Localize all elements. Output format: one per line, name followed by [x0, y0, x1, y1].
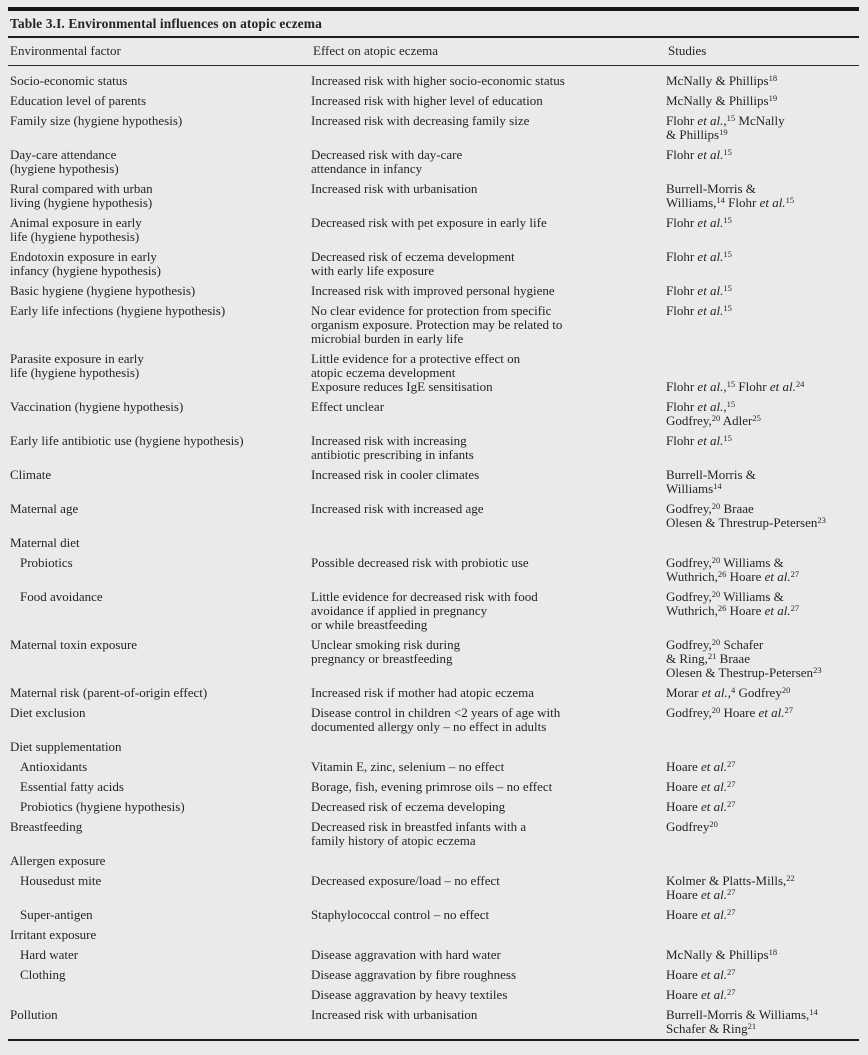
cell-line: Flohr et al.$^{15}$: [666, 282, 732, 298]
cell-line: Increased risk in cooler climates: [311, 467, 480, 482]
factor-cell: [8, 638, 311, 680]
studies-cell: [666, 820, 859, 848]
cell-line: Morar et al.,$^4$ Godfrey$^{20}$: [666, 684, 791, 700]
factor-cell: [8, 556, 311, 584]
table-row: [8, 706, 859, 734]
cell-line: Socio-economic status: [10, 73, 128, 88]
factor-cell: [8, 380, 311, 394]
cell-line: Godfrey,$^{20}$ Schafer: [666, 636, 764, 652]
studies-cell: [666, 114, 859, 142]
studies-cell: [666, 352, 859, 380]
section-row: [8, 928, 859, 942]
factor-cell: [8, 800, 311, 814]
effect-cell: [311, 820, 666, 848]
table-header-row: [8, 38, 859, 65]
effect-cell: [311, 148, 666, 176]
studies-cell: [666, 536, 859, 550]
cell-line: Vitamin E, zinc, selenium – no effect: [311, 759, 505, 774]
effect-cell: [311, 114, 666, 142]
factor-cell: [8, 250, 311, 278]
effect-cell: [311, 638, 666, 680]
studies-cell: [666, 800, 859, 814]
table-row: [8, 988, 859, 1002]
column-header-studies: Studies: [668, 43, 707, 58]
studies-cell: [666, 638, 859, 680]
table-row: [8, 800, 859, 814]
effect-cell: [311, 400, 666, 428]
studies-cell: [666, 380, 859, 394]
cell-line: Parasite exposure in early: [10, 351, 144, 366]
factor-cell: [8, 988, 311, 1002]
cell-line: Hard water: [20, 947, 79, 962]
table-row: [8, 74, 859, 88]
bottom-rule: [8, 1039, 859, 1041]
effect-cell: [311, 284, 666, 298]
cell-line: Increased risk with higher level of education: [311, 93, 543, 108]
table-row: [8, 820, 859, 848]
cell-line: Disease control in children <2 years of age with: [311, 705, 561, 720]
cell-line: Hoare et al.$^{27}$: [666, 906, 736, 922]
factor-cell: [8, 400, 311, 428]
cell-line: Wuthrich,$^{26}$ Hoare et al.$^{27}$: [666, 602, 800, 618]
cell-line: Flohr et al.,$^{15}$ McNally: [666, 112, 785, 128]
cell-line: with early life exposure: [311, 263, 435, 278]
studies-cell: [666, 908, 859, 922]
factor-cell: [8, 706, 311, 734]
studies-cell: [666, 468, 859, 496]
cell-line: Staphylococcal control – no effect: [311, 907, 490, 922]
cell-line: McNally & Phillips$^{18}$: [666, 946, 778, 962]
cell-line: Increased risk with increased age: [311, 501, 484, 516]
cell-line: or while breastfeeding: [311, 617, 428, 632]
studies-cell: [666, 988, 859, 1002]
studies-cell: [666, 148, 859, 176]
table-row: [8, 1008, 859, 1036]
cell-line: Increased risk with decreasing family size: [311, 113, 530, 128]
studies-cell: [666, 284, 859, 298]
studies-cell: [666, 182, 859, 210]
cell-line: Early life antibiotic use (hygiene hypothesis): [10, 433, 244, 448]
cell-line: Little evidence for decreased risk with food: [311, 589, 538, 604]
factor-cell: [8, 434, 311, 462]
table-row: [8, 380, 859, 394]
effect-cell: [311, 874, 666, 902]
cell-line: Godfrey,$^{20}$ Hoare et al.$^{27}$: [666, 704, 793, 720]
factor-cell: [8, 854, 311, 868]
effect-cell: [311, 380, 666, 394]
cell-line: Decreased risk with pet exposure in early life: [311, 215, 547, 230]
cell-line: Disease aggravation with hard water: [311, 947, 501, 962]
section-row: [8, 854, 859, 868]
cell-line: Burrell-Morris &: [666, 181, 756, 196]
cell-line: Decreased exposure/load – no effect: [311, 873, 500, 888]
table-row: [8, 556, 859, 584]
cell-line: microbial burden in early life: [311, 331, 464, 346]
studies-cell: [666, 686, 859, 700]
effect-cell: [311, 250, 666, 278]
cell-line: Breastfeeding: [10, 819, 83, 834]
cell-line: atopic eczema development: [311, 365, 456, 380]
cell-line: Decreased risk of eczema developing: [311, 799, 506, 814]
studies-cell: [666, 502, 859, 530]
cell-line: Possible decreased risk with probiotic use: [311, 555, 529, 570]
table-row: [8, 250, 859, 278]
cell-line: Olesen & Threstrup-Petersen$^{23}$: [666, 514, 826, 530]
cell-line: Godfrey,$^{20}$ Braae: [666, 500, 754, 516]
cell-line: Endotoxin exposure in early: [10, 249, 157, 264]
table-row: [8, 304, 859, 346]
cell-line: Effect unclear: [311, 399, 385, 414]
studies-cell: [666, 928, 859, 942]
cell-line: Flohr et al.$^{15}$: [666, 248, 732, 264]
cell-line: Pollution: [10, 1007, 58, 1022]
cell-line: Kolmer & Platts-Mills,$^{22}$: [666, 872, 795, 888]
cell-line: Wuthrich,$^{26}$ Hoare et al.$^{27}$: [666, 568, 800, 584]
cell-line: attendance in infancy: [311, 161, 423, 176]
cell-line: Decreased risk of eczema development: [311, 249, 515, 264]
cell-line: Climate: [10, 467, 52, 482]
cell-line: Flohr et al.$^{15}$: [666, 214, 732, 230]
factor-cell: [8, 114, 311, 142]
cell-line: Day-care attendance: [10, 147, 117, 162]
effect-cell: [311, 780, 666, 794]
effect-cell: [311, 760, 666, 774]
table-row: [8, 148, 859, 176]
studies-cell: [666, 760, 859, 774]
cell-line: Burrell-Morris & Williams,$^{14}$: [666, 1006, 818, 1022]
section-row: [8, 740, 859, 754]
cell-line: antibiotic prescribing in infants: [311, 447, 474, 462]
cell-line: McNally & Phillips$^{18}$: [666, 72, 778, 88]
cell-line: Food avoidance: [20, 589, 103, 604]
table-row: [8, 182, 859, 210]
cell-line: Family size (hygiene hypothesis): [10, 113, 183, 128]
factor-cell: [8, 908, 311, 922]
factor-cell: [8, 536, 311, 550]
cell-line: Super-antigen: [20, 907, 93, 922]
cell-line: Basic hygiene (hygiene hypothesis): [10, 283, 196, 298]
table-row: [8, 686, 859, 700]
factor-cell: [8, 820, 311, 848]
cell-line: Godfrey,$^{20}$ Adler$^{25}$: [666, 412, 761, 428]
effect-cell: [311, 740, 666, 754]
cell-line: No clear evidence for protection from specific: [311, 303, 552, 318]
studies-cell: [666, 948, 859, 962]
cell-line: Maternal age: [10, 501, 79, 516]
cell-line: Animal exposure in early: [10, 215, 142, 230]
table-row: [8, 94, 859, 108]
cell-line: Allergen exposure: [10, 853, 106, 868]
cell-line: Flohr et al.,$^{15}$: [666, 398, 736, 414]
cell-line: Education level of parents: [10, 93, 147, 108]
factor-cell: [8, 502, 311, 530]
cell-line: Hoare et al.$^{27}$: [666, 798, 736, 814]
effect-cell: [311, 304, 666, 346]
factor-cell: [8, 284, 311, 298]
table-row: [8, 968, 859, 982]
factor-cell: [8, 1008, 311, 1036]
factor-cell: [8, 182, 311, 210]
column-header-effect: Effect on atopic eczema: [313, 43, 438, 58]
studies-cell: [666, 854, 859, 868]
effect-cell: [311, 502, 666, 530]
factor-cell: [8, 352, 311, 380]
effect-cell: [311, 556, 666, 584]
cell-line: organism exposure. Protection may be related to: [311, 317, 563, 332]
cell-line: life (hygiene hypothesis): [10, 365, 140, 380]
studies-cell: [666, 1008, 859, 1036]
cell-line: Williams,$^{14}$ Flohr et al.$^{15}$: [666, 194, 795, 210]
table-row: [8, 760, 859, 774]
cell-line: Borage, fish, evening primrose oils – no effect: [311, 779, 553, 794]
effect-cell: [311, 948, 666, 962]
cell-line: Schafer & Ring$^{21}$: [666, 1020, 757, 1036]
cell-line: living (hygiene hypothesis): [10, 195, 153, 210]
table-row: [8, 590, 859, 632]
cell-line: family history of atopic eczema: [311, 833, 476, 848]
cell-line: Diet exclusion: [10, 705, 86, 720]
effect-cell: [311, 928, 666, 942]
cell-line: Flohr et al.$^{15}$: [666, 302, 732, 318]
table-row: [8, 638, 859, 680]
cell-line: Olesen & Thestrup-Petersen$^{23}$: [666, 664, 822, 680]
column-header-environmental-factor: Environmental factor: [10, 43, 121, 58]
cell-line: Flohr et al.$^{15}$: [666, 432, 732, 448]
cell-line: Clothing: [20, 967, 66, 982]
cell-line: documented allergy only – no effect in adults: [311, 719, 547, 734]
cell-line: Williams$^{14}$: [666, 480, 722, 496]
studies-cell: [666, 250, 859, 278]
factor-cell: [8, 94, 311, 108]
cell-line: Burrell-Morris &: [666, 467, 756, 482]
table-title: Table 3.I. Environmental influences on atopic eczema: [10, 16, 322, 31]
studies-cell: [666, 590, 859, 632]
factor-cell: [8, 948, 311, 962]
studies-cell: [666, 874, 859, 902]
cell-line: life (hygiene hypothesis): [10, 229, 140, 244]
cell-line: Increased risk with urbanisation: [311, 1007, 478, 1022]
factor-cell: [8, 740, 311, 754]
effect-cell: [311, 854, 666, 868]
table-row: [8, 114, 859, 142]
cell-line: Decreased risk with day-care: [311, 147, 463, 162]
cell-line: Increased risk if mother had atopic eczema: [311, 685, 535, 700]
table-row: [8, 908, 859, 922]
cell-line: Diet supplementation: [10, 739, 122, 754]
effect-cell: [311, 434, 666, 462]
cell-line: Increased risk with improved personal hygiene: [311, 283, 555, 298]
studies-cell: [666, 304, 859, 346]
effect-cell: [311, 216, 666, 244]
table-row: [8, 468, 859, 496]
factor-cell: [8, 686, 311, 700]
table-row: [8, 400, 859, 428]
cell-line: Little evidence for a protective effect on: [311, 351, 521, 366]
cell-line: Hoare et al.$^{27}$: [666, 886, 736, 902]
effect-cell: [311, 182, 666, 210]
cell-line: Disease aggravation by heavy textiles: [311, 987, 508, 1002]
cell-line: infancy (hygiene hypothesis): [10, 263, 161, 278]
studies-cell: [666, 94, 859, 108]
cell-line: Exposure reduces IgE sensitisation: [311, 379, 493, 394]
effect-cell: [311, 590, 666, 632]
cell-line: pregnancy or breastfeeding: [311, 651, 453, 666]
cell-line: Probiotics: [20, 555, 73, 570]
table-body: [8, 66, 859, 1036]
studies-cell: [666, 706, 859, 734]
cell-line: & Ring,$^{21}$ Braae: [666, 650, 750, 666]
table-row: [8, 352, 859, 380]
cell-line: Early life infections (hygiene hypothesis): [10, 303, 226, 318]
cell-line: (hygiene hypothesis): [10, 161, 119, 176]
cell-line: Maternal diet: [10, 535, 80, 550]
factor-cell: [8, 760, 311, 774]
table-row: [8, 502, 859, 530]
table-row: [8, 780, 859, 794]
table-row: [8, 874, 859, 902]
cell-line: Increased risk with higher socio-economic status: [311, 73, 565, 88]
studies-cell: [666, 780, 859, 794]
effect-cell: [311, 74, 666, 88]
cell-line: Decreased risk in breastfed infants with a: [311, 819, 527, 834]
studies-cell: [666, 740, 859, 754]
factor-cell: [8, 968, 311, 982]
effect-cell: [311, 968, 666, 982]
cell-line: Godfrey$^{20}$: [666, 818, 718, 834]
factor-cell: [8, 874, 311, 902]
cell-line: Maternal toxin exposure: [10, 637, 138, 652]
effect-cell: [311, 536, 666, 550]
table-row: [8, 948, 859, 962]
cell-line: Hoare et al.$^{27}$: [666, 986, 736, 1002]
studies-cell: [666, 400, 859, 428]
section-row: [8, 536, 859, 550]
factor-cell: [8, 780, 311, 794]
cell-line: Maternal risk (parent-of-origin effect): [10, 685, 208, 700]
cell-line: Antioxidants: [20, 759, 88, 774]
cell-line: Probiotics (hygiene hypothesis): [20, 799, 185, 814]
cell-line: Essential fatty acids: [20, 779, 124, 794]
factor-cell: [8, 148, 311, 176]
table-row: [8, 284, 859, 298]
cell-line: Housedust mite: [20, 873, 102, 888]
studies-cell: [666, 216, 859, 244]
effect-cell: [311, 686, 666, 700]
cell-line: Hoare et al.$^{27}$: [666, 966, 736, 982]
factor-cell: [8, 304, 311, 346]
factor-cell: [8, 216, 311, 244]
studies-cell: [666, 556, 859, 584]
effect-cell: [311, 468, 666, 496]
factor-cell: [8, 590, 311, 632]
table-row: [8, 216, 859, 244]
table-row: [8, 434, 859, 462]
cell-line: Flohr et al.,$^{15}$ Flohr et al.$^{24}$: [666, 378, 805, 394]
cell-line: Disease aggravation by fibre roughness: [311, 967, 517, 982]
studies-cell: [666, 74, 859, 88]
effect-cell: [311, 352, 666, 380]
effect-cell: [311, 94, 666, 108]
cell-line: McNally & Phillips$^{19}$: [666, 92, 778, 108]
cell-line: Hoare et al.$^{27}$: [666, 778, 736, 794]
effect-cell: [311, 988, 666, 1002]
cell-line: Increased risk with increasing: [311, 433, 467, 448]
factor-cell: [8, 928, 311, 942]
effect-cell: [311, 706, 666, 734]
studies-cell: [666, 968, 859, 982]
cell-line: Unclear smoking risk during: [311, 637, 461, 652]
cell-line: Hoare et al.$^{27}$: [666, 758, 736, 774]
effect-cell: [311, 1008, 666, 1036]
effect-cell: [311, 800, 666, 814]
cell-line: & Phillips$^{19}$: [666, 126, 728, 142]
cell-line: Godfrey,$^{20}$ Williams &: [666, 554, 784, 570]
factor-cell: [8, 468, 311, 496]
cell-line: Flohr et al.$^{15}$: [666, 146, 732, 162]
effect-cell: [311, 908, 666, 922]
factor-cell: [8, 74, 311, 88]
cell-line: Godfrey,$^{20}$ Williams &: [666, 588, 784, 604]
cell-line: Rural compared with urban: [10, 181, 153, 196]
cell-line: Irritant exposure: [10, 927, 97, 942]
cell-line: Increased risk with urbanisation: [311, 181, 478, 196]
cell-line: Vaccination (hygiene hypothesis): [10, 399, 184, 414]
studies-cell: [666, 434, 859, 462]
cell-line: avoidance if applied in pregnancy: [311, 603, 488, 618]
